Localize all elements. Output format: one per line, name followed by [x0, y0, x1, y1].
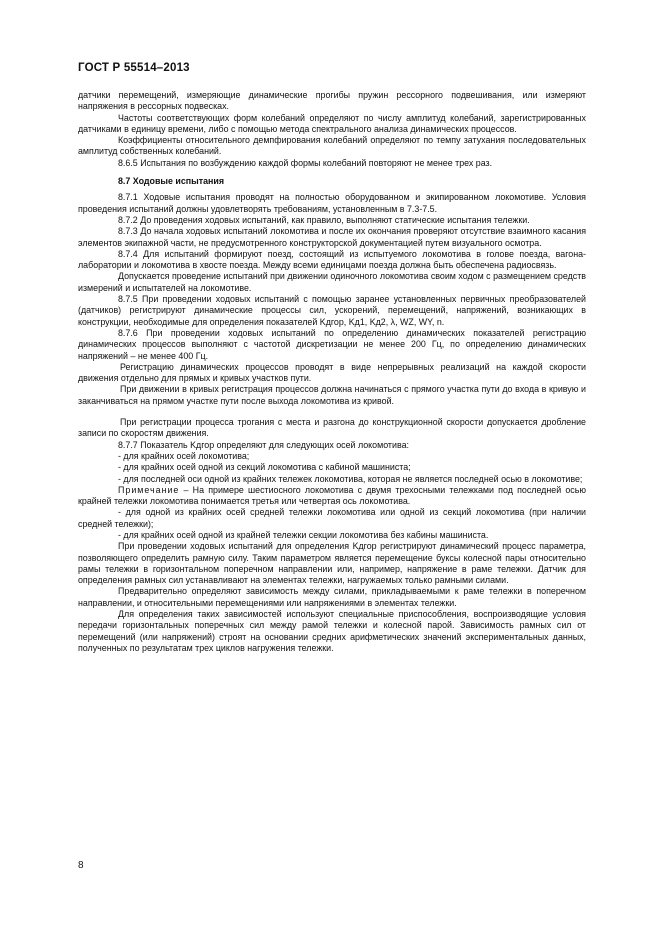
paragraph: 8.7.2 До проведения ходовых испытаний, как правило, выполняют статические испытания тележки. — [118, 214, 530, 225]
page-number: 8 — [78, 860, 84, 871]
note-label: Примечание — [118, 484, 180, 495]
document-header: ГОСТ Р 55514–2013 — [78, 62, 190, 74]
paragraph: 8.7.3 До начала ходовых испытаний локомотива и после их окончания проверяют отсутствие взаимного касания элементов экипажной части, не предусмотренного конструкторской документацией путем визуального осмотра. — [78, 226, 586, 248]
paragraph: 8.7.5 При проведении ходовых испытаний с помощью заранее установленных первичных преобразователей (датчиков) регистрируют динамические процессы сил, ускорений, перемещений, напряжений, возникающих в конструкции, необходимые для определения показателей Kдгор, Kд1, Kд2, λ, WZ, WY, n. — [78, 294, 586, 327]
paragraph: При регистрации процесса трогания с места и разгона до конструкционной скорости допускается дробление записи по скоростям движения. — [78, 417, 586, 439]
paragraph: При движении в кривых регистрация процессов должна начинаться с прямого участка пути до входа в кривую и заканчиваться на прямом участке пути после выхода локомотива из кривой. — [78, 384, 586, 406]
paragraph: 8.7.6 При проведении ходовых испытаний по определению динамических показателей регистрацию динамических процессов выполняют с частотой дискретизации не менее 200 Гц, по определению динамических напряжений – не менее 400 Гц. — [78, 327, 586, 361]
paragraph: Регистрацию динамических процессов проводят в виде непрерывных реализаций на каждой скорости движения отдельно для прямых и кривых участков пути. — [78, 361, 586, 384]
section-heading: 8.7 Ходовые испытания — [118, 176, 225, 187]
paragraph: 8.6.5 Испытания по возбуждению каждой формы колебаний повторяют не менее трех раз. — [118, 157, 493, 168]
paragraph: 8.7.1 Ходовые испытания проводят на полностью оборудованном и экипированном локомотиве. Условия проведения испытаний должны удовлетворять требованиям, установленным в 7.3-7.5. — [78, 192, 586, 214]
paragraph: 8.7.4 Для испытаний формируют поезд, состоящий из испытуемого локомотива в голове поезда, вагона-лаборатории и локомотива в хвосте поезда. Между всеми единицами поезда должна быть обеспечена радиосвязь. — [78, 248, 586, 271]
note — [78, 485, 586, 508]
list-item: - для одной из крайних осей средней тележки локомотива или одной из секций локомотива (при наличии средней тележки); — [78, 507, 586, 529]
list-item: - для крайних осей локомотива; — [118, 450, 250, 461]
paragraph: Частоты соответствующих форм колебаний определяют по числу амплитуд колебаний, зарегистрированных датчиками в единицу времени, либо с помощью метода спектрального анализа динамических процессов. — [78, 112, 586, 134]
paragraph: При проведении ходовых испытаний для определения Kдгор регистрируют динамический процесс параметра, позволяющего определить рамную силу. Таким параметром является перемещение буксы колесной пары относительно рамы тележки в горизонтальном поперечном направлении или, например, напряжение в раме тележки. Датчик для определения рамных сил устанавливают на элементах тележки, нагружаемых только рамными силами. — [78, 541, 586, 586]
paragraph: 8.7.7 Показатель Kдгор определяют для следующих осей локомотива: — [118, 439, 409, 450]
paragraph: Коэффициенты относительного демпфирования колебаний определяют по темпу затухания последовательных амплитуд собственных колебаний. — [78, 135, 586, 157]
list-item: - для последней оси одной из крайних тележек локомотива, которая не является последней осью в локомотиве; — [118, 473, 583, 484]
paragraph: Допускается проведение испытаний при движении одиночного локомотива своим ходом с размещением средств измерений и испытателей на локомотиве. — [78, 271, 586, 293]
paragraph: Предварительно определяют зависимость между силами, прикладываемыми к раме тележки в поперечном направлении, и относительными перемещениями или напряжениями в элементах тележки. — [78, 586, 586, 608]
note-text: – На примере шестиосного локомотива с двумя трехосными тележками под последней осью крайней тележки локомотива понимается третья или четвертая ось локомотива. — [78, 484, 586, 507]
paragraph: Для определения таких зависимостей используют специальные приспособления, воспроизводящие условия передачи горизонтальных поперечных сил между рамой тележки и колесной парой. Зависимость рамных сил от перемещений (или напряжений) строят на основании средних арифметических значений экспериментальных данных, полученных по результатам трех циклов нагружения тележки. — [78, 609, 586, 653]
list-item: - для крайних осей одной из крайней тележки секции локомотива без кабины машиниста. — [118, 529, 489, 540]
document-body — [78, 90, 586, 654]
list-item: - для крайних осей одной из секций локомотива с кабиной машиниста; — [118, 462, 411, 473]
paragraph: датчики перемещений, измеряющие динамические прогибы пружин рессорного подвешивания, или измеряют напряжения в рессорных подвесках. — [78, 90, 586, 112]
